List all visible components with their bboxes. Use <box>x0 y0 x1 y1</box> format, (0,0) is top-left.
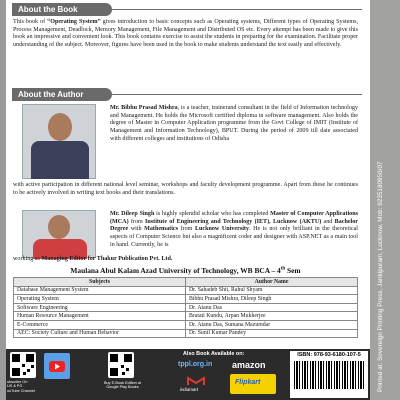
indiamart-label: indiamart <box>180 387 199 392</box>
author-bio-singh: Mr. Dileep Singh is highly splendid scholar who has completed Master of Computer Applications (MCA) from Institute of Engineering and Technology (IET), Lucknow (AKTU) and Bachelor Degree with Mathematics from Lucknow University. He is not only brilliant in the theoretical aspects of Computer Science but also a magnificent coder and designer with ASP.NET as a main tool in hand. Currently, he is <box>110 211 358 248</box>
subject-cell: Operating System <box>14 295 186 304</box>
subject-cell: Database Management System <box>14 286 186 295</box>
header-subjects: Subjects <box>14 278 186 287</box>
author-cell: Bratati Kundu, Arpan Mukherjee <box>186 312 358 321</box>
subjects-table <box>13 277 358 338</box>
google-play-caption: Buy E-Book Edition at Google Play Books <box>104 381 141 390</box>
header-author-name: Author Name <box>186 278 358 287</box>
about-book-paragraph: This book of “Operating System” gives introduction to basic concepts such as Operating systems, Different types of Operating Systems, Process Management, Deadlock, Memory Management, File Management and Distributed OS etc. Every attempt has been made to give this book an impressive and convenient look. This book contains exercise to assist the students in preparing for the examination. Facilitate proper understanding of the subject. Moreover, figures have been used in the book to make students understand the text easily and effectively. <box>13 19 359 49</box>
table-row <box>14 295 358 304</box>
table-row <box>14 329 358 338</box>
subject-cell: Software Engineering <box>14 303 186 312</box>
table-row <box>14 320 358 329</box>
flipkart-label: Flipkart <box>235 379 261 386</box>
about-book-rule <box>112 9 362 10</box>
youtube-icon[interactable] <box>44 353 70 379</box>
about-author-heading: About the Author <box>12 88 112 101</box>
barcode-bars <box>294 361 364 389</box>
author-cell: Dr. Atanu Das <box>186 303 358 312</box>
table-row <box>14 286 358 295</box>
printer-info: Printed at: Sovereign Printing Press, Jankipuram, Lucknow, Mob: 9235180950/07 <box>377 161 384 392</box>
author-photo-mishra <box>22 104 96 179</box>
table-row <box>14 303 358 312</box>
also-available-label: Also Book Available on: <box>183 351 245 357</box>
subject-cell: AEC: Society Culture and Human Behavior <box>14 329 186 338</box>
qr-code-google-play[interactable] <box>108 352 134 378</box>
author-cell: Bibhu Prasad Mishra, Dileep Singh <box>186 295 358 304</box>
author-photo-singh <box>22 210 96 258</box>
subject-cell: Human Resource Management <box>14 312 186 321</box>
back-cover-page <box>6 0 370 400</box>
tppl-website-link[interactable]: tppl.org.in <box>178 361 213 368</box>
subject-cell: E-Commerce <box>14 320 186 329</box>
author-cell: Dr. Sunil Kumar Pandey <box>186 329 358 338</box>
author-cell: Dr. Sahadeb Shit, Rahul Shyam <box>186 286 358 295</box>
spine-strip <box>370 0 400 400</box>
about-author-rule <box>112 94 362 95</box>
author-bio-mishra: Mr. Bibhu Prasad Mishra, is a teacher, trainerand consultant in the field of Information technology and Management. He holds the Microsoft certified diploma in software management. Also holds the degree of Master in Computer Application programme from the Govt College of IMIT (Institute of Management and Information Technology), BPUT. During the period of 2009 till date associated with different colleges and institutions of Odisha <box>110 105 358 142</box>
author-bio-mishra-continued: with active participation in different national level seminar, workshops and faculty development programme. Apart from these he continues to be actively involved in writing text books and their translations. <box>13 182 358 196</box>
indiamart-logo[interactable] <box>178 374 213 396</box>
youtube-caption: ubscribe On US & PG ouTube Channel <box>7 380 35 393</box>
table-row <box>14 312 358 321</box>
qr-code-youtube[interactable] <box>10 352 36 378</box>
author-cell: Dr. Atanu Das, Sumana Mazumdar <box>186 320 358 329</box>
isbn-number: ISBN: 978-93-6180-107-5 <box>297 352 361 358</box>
barcode <box>290 351 368 398</box>
amazon-link[interactable]: amazon <box>232 360 266 370</box>
table-header-row <box>14 278 358 287</box>
author-bio-singh-continued: working as Managing Editor for Thakur Publication Pvt. Ltd. <box>13 256 173 262</box>
flipkart-logo[interactable] <box>230 374 276 394</box>
university-title: Maulana Abul Kalam Azad University of Technology, WB BCA – 4th Sem <box>70 266 301 275</box>
about-book-heading: About the Book <box>12 3 112 16</box>
